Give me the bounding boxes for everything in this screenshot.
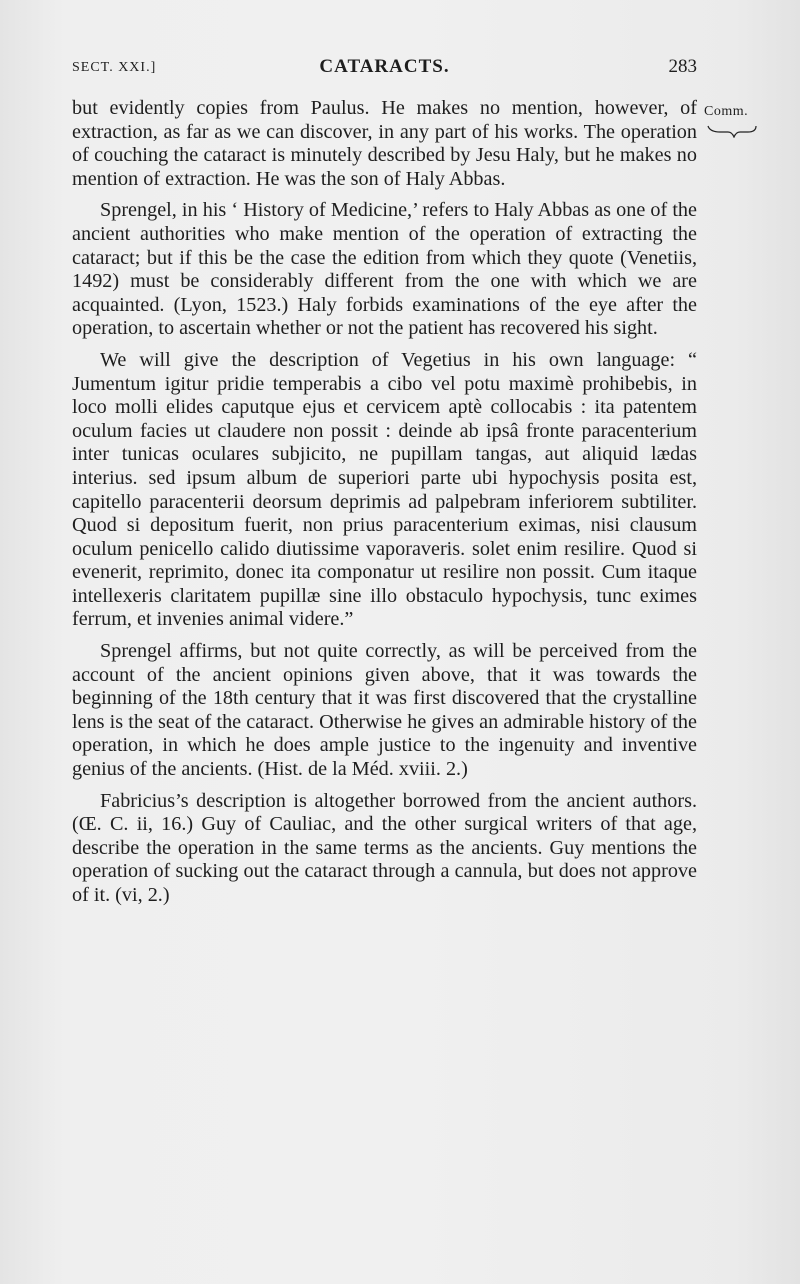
paragraph: Sprengel affirms, but not quite correctly, as will be perceived from the account of the ancient opinions given above, that it was towards the beginning of the 18th century that it was first discovered that the crystalline lens is the seat of the cataract. Otherwise he gives an admirable history of the operation, in which he does ample justice to the ingenuity and inventive genius of the ancients. (Hist. de la Méd. xviii. 2.) [72,640,697,781]
paragraph: Fabricius’s description is altogether borrowed from the ancient authors. (Œ. C. ii, 16.) Guy of Cauliac, and the other surgical writers of that age, describe the operation in the same terms as the ancients. Guy mentions the operation of sucking out the cataract through a cannula, but does not approve of it. (vi, 2.) [72,789,697,906]
margin-note: Comm. [704,104,749,119]
paragraph: but evidently copies from Paulus. He makes no mention, however, of extraction, as far as we can discover, in any part of his works. The operation of couching the cataract is minutely described by Jesu Haly, but he makes no mention of extraction. He was the son of Haly Abbas. [72,97,697,190]
body-text [72,97,697,916]
chapter-title: CATARACTS. [319,56,450,77]
section-label: SECT. XXI.] [72,60,157,75]
paragraph: Sprengel, in his ‘ History of Medicine,’ refers to Haly Abbas as one of the ancient authorities who make mention of the operation of extracting the cataract; but if this be the case the edition from which they quote (Venetiis, 1492) must be considerably different from the one with which we are acquainted. (Lyon, 1523.) Haly forbids examinations of the eye after the operation, to ascertain whether or not the patient has recovered his sight. [72,199,697,340]
paragraph: We will give the description of Vegetius in his own language: “ Jumentum igitur pridie temperabis a cibo vel potu maximè prohibebis, in loco molli elides caputque ejus et cervicem aptè collocabis : ita patentem oculum facies ut claudere non possit : deinde ab ipsâ fronte paracenterium inter tunicas oculares subjicito, ne pupillam tangas, aut aliquid lædas interius. sed ipsum album de superiori parte ubi hypochysis posita est, capitello paracenterii deorsum deprimis ad palpebram inferiorem subtiliter. Quod si depositum fuerit, non prius paracenterium eximas, nisi clausum oculum penicello calido diutissime vaporaveris. solet enim resilire. Quod si evenerit, reprimito, donec ita componatur ut resilire non possit. Cum itaque intellexeris claritatem pupillæ sine illo obstaculo hypochysis, tunc eximes ferrum, et invenies animal videre.” [72,348,697,631]
page-number: 283 [668,56,697,77]
margin-brace [706,124,758,138]
running-head [72,56,697,86]
